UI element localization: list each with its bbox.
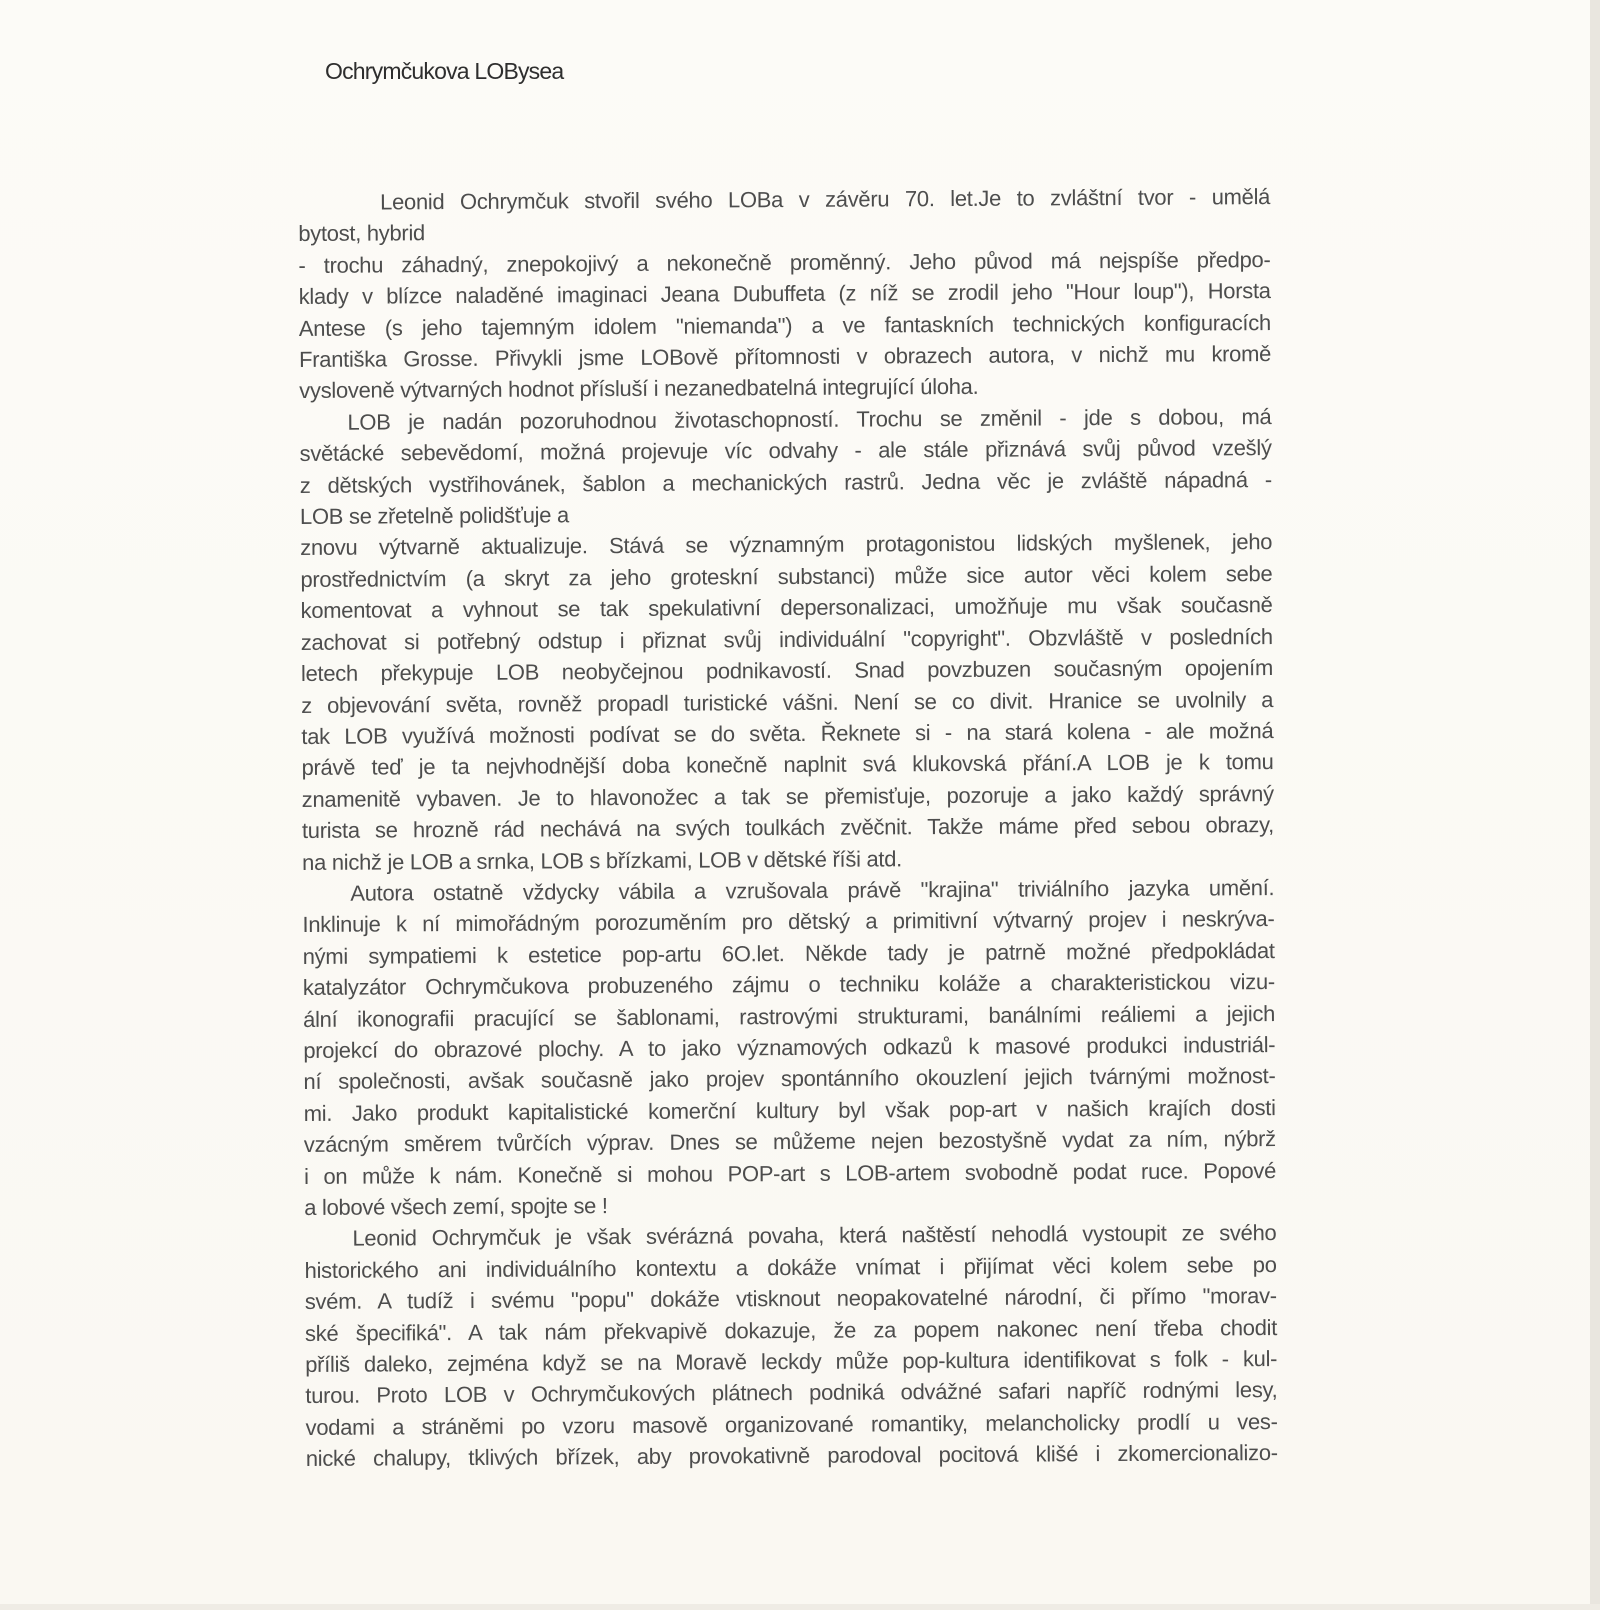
- text-line: komentovat a vyhnout se tak spekulativní depersonalizaci, umožňuje mu však současně: [300, 592, 1273, 624]
- page-title: Ochrymčukova LOBysea: [325, 58, 564, 84]
- text-line: projekcí do obrazové plochy. A to jako významových odkazů k masové produkci industriál-: [303, 1032, 1276, 1063]
- text-line: - trochu záhadný, znepokojivý a nekonečně proměnný. Jeho původ má nejspíše předpo-: [298, 246, 1271, 278]
- text-line: turista se hrozně rád nechává na svých toulkách zvěčnit. Takže máme před sebou obrazy,: [301, 812, 1274, 844]
- body-text: [298, 181, 1278, 1475]
- text-line: svém. A tudíž i svému "popu" dokáže vtisknout neopakovatelné národní, či přímo "morav-: [304, 1283, 1277, 1315]
- text-line: LOB se zřetelně polidšťuje a: [299, 502, 569, 530]
- text-line: i on může k nám. Konečně si mohou POP-art s LOB-artem svobodně podat ruce. Popové: [303, 1157, 1277, 1189]
- text-line: tak LOB využívá možnosti podívat se do světa. Řeknete si - na stará kolena - ale možná: [301, 717, 1274, 749]
- text-line: Inklinuje k ní mimořádným porozuměním pro dětský a primitivní výtvarný projev i neskrýva-: [302, 906, 1275, 938]
- text-line: Leonid Ochrymčuk je však svérázná povaha, která naštěstí nehodlá vystoupit ze svého: [352, 1220, 1277, 1252]
- text-line: vzácným směrem tvůrčích výprav. Dnes se můžeme nejen bezostyšně vydat za ním, nýbrž: [303, 1126, 1276, 1158]
- text-line: a lobové všech zemí, spojte se !: [304, 1193, 608, 1220]
- text-line: Autora ostatně vždycky vábila a vzrušovala právě "krajina" triviálního jazyka umění.: [350, 874, 1275, 906]
- page-edge-shadow: [1590, 0, 1600, 1610]
- text-line: světácké sebevědomí, možná projevuje víc odvahy - ale stále přiznává svůj původ vzešlý: [299, 435, 1272, 467]
- text-line: historického ani individuálního kontextu a dokáže vnímat i přijímat věci kolem sebe po: [304, 1251, 1277, 1283]
- text-line: LOB je nadán pozoruhodnou životaschopností. Trochu se změnil - jde s dobou, má: [347, 403, 1272, 435]
- text-line: ní společnosti, avšak současně jako projev spontánního okouzlení jejich tvárnými možnost-: [303, 1063, 1276, 1095]
- text-line: prostřednictvím (a skryt za jeho groteskní substanci) může sice autor věci kolem sebe: [300, 560, 1273, 592]
- text-line: Leonid Ochrymčuk stvořil svého LOBa v závěru 70. let.Je to zvláštní tvor - umělá: [380, 184, 1271, 215]
- text-line: zachovat si potřebný odstup i přiznat svůj individuální "copyright". Obzvláště v posledních: [300, 623, 1273, 655]
- text-line: nické chalupy, tklivých břízek, aby provokativně parodoval pocitová klišé i zkomercionalizo-: [305, 1440, 1278, 1472]
- text-line: ální ikonografii pracující se šablonami, rastrovými strukturami, banálními reáliemi a jejich: [303, 1000, 1276, 1032]
- text-line: právě teď je ta nejvhodnější doba konečně naplnit svá klukovská přání.A LOB je k tomu: [301, 749, 1274, 781]
- text-line: Františka Grosse. Přivykli jsme LOBově přítomnosti v obrazech autora, v nichž mu kromě: [298, 341, 1272, 373]
- text-line: katalyzátor Ochrymčukova probuzeného zájmu o techniku koláže a charakteristickou vizu-: [302, 969, 1275, 1001]
- text-line: příliš daleko, zejména když se na Moravě leckdy může pop-kultura identifikovat s folk - kul-: [305, 1346, 1278, 1378]
- text-line: bytost, hybrid: [298, 220, 426, 247]
- page-bottom-edge: [0, 1604, 1600, 1610]
- text-line: na nichž je LOB a srnka, LOB s břízkami, LOB v dětské říši atd.: [302, 845, 903, 875]
- text-line: z dětských vystřihovánek, šablon a mechanických rastrů. Jedna věc je zvláště nápadná -: [299, 466, 1272, 498]
- text-line: ské špecifiká". A tak nám překvapivě dokazuje, že za popem nakonec není třeba chodit: [304, 1314, 1278, 1346]
- text-line: mi. Jako produkt kapitalistické komerční kultury byl však pop-art v našich krajích dosti: [303, 1094, 1276, 1126]
- text-line: klady v blízce naladěné imaginaci Jeana Dubuffeta (z níž se zrodil jeho "Hour loup"), Horsta: [298, 278, 1271, 310]
- text-line: Antese (s jeho tajemným idolem "niemanda") a ve fantaskních technických konfiguracích: [298, 309, 1271, 341]
- text-line: letech překypuje LOB neobyčejnou podnikavostí. Snad povzbuzen současným opojením: [300, 655, 1274, 687]
- text-line: nými sympatiemi k estetice pop-artu 6O.let. Někde tady je patrně možné předpokládat: [302, 937, 1275, 969]
- text-line: turou. Proto LOB v Ochrymčukových plátnech podniká odvážné safari napříč rodnými lesy,: [305, 1377, 1278, 1409]
- text-line: znovu výtvarně aktualizuje. Stává se významným protagonistou lidských myšlenek, jeho: [300, 529, 1273, 561]
- text-line: z objevování světa, rovněž propadl turistické vášni. Není se co divit. Hranice se uvolnily a: [301, 686, 1274, 718]
- text-line: znamenitě vybaven. Je to hlavonožec a tak se přemisťuje, pozoruje a jako každý správný: [301, 780, 1274, 812]
- text-line: vodami a stráněmi po vzoru masově organizované romantiky, melancholicky prodlí u ves-: [305, 1408, 1278, 1440]
- text-line: vysloveně výtvarných hodnot přísluší i nezanedbatelná integrující úloha.: [299, 374, 979, 404]
